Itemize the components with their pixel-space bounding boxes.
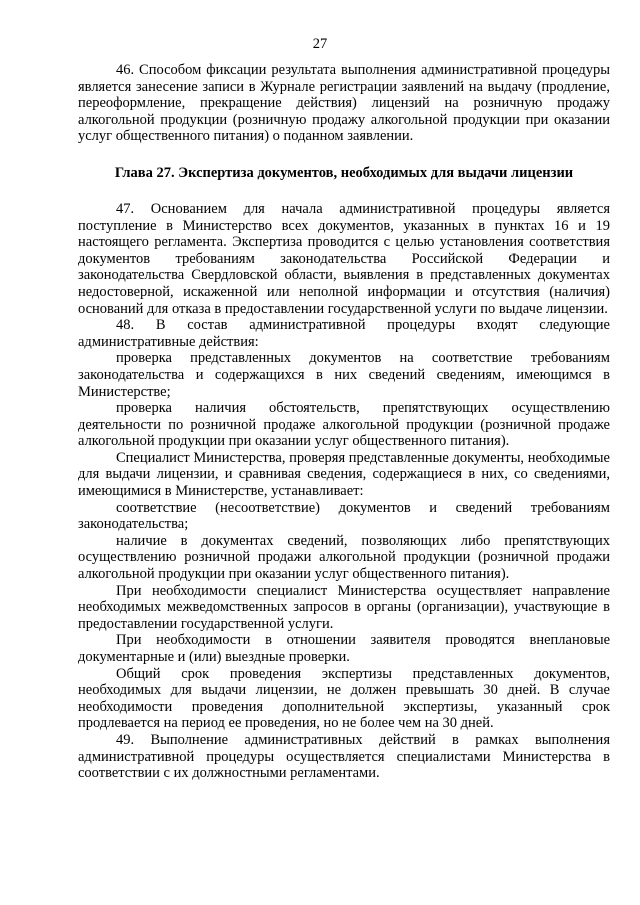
paragraph-49: 49. Выполнение административных действий в рамках выполнения административной процедуры осуществляется специалистами Министерства в соответствии с их должностными регламентами. <box>78 731 610 782</box>
paragraph-48: 48. В состав административной процедуры входят следующие административные действия: <box>78 317 610 350</box>
paragraph-check-circumstances: проверка наличия обстоятельств, препятствующих осуществлению деятельности по розничной продаже алкогольной продукции (розничной продаже алкогольной продукции при оказании услуг общественного питания). <box>78 400 610 450</box>
paragraph-term: Общий срок проведения экспертизы представленных документов, необходимых для выдачи лицензии, не должен превышать 30 дней. В случае необходимости проведения дополнительной экспертизы, указанный срок продлевается на период ее проведения, но не более чем на 30 дней. <box>78 665 610 732</box>
chapter-heading: Глава 27. Экспертиза документов, необходимых для выдачи лицензии <box>114 164 574 181</box>
paragraph-inspections: При необходимости в отношении заявителя проводятся внеплановые документарные и (или) выездные проверки. <box>78 632 610 665</box>
paragraph-presence: наличие в документах сведений, позволяющих либо препятствующих осуществлению розничной продажи алкогольной продукции (розничной продажи алкогольной продукции при оказании услуг общественного питания). <box>78 532 610 583</box>
paragraph-46: 46. Способом фиксации результата выполнения административной процедуры является занесение записи в Журнале регистрации заявлений на выдачу (продление, переоформление, прекращение действия) лицензий на розничную продажу алкогольной продукции (розничную продажу алкогольной продукции при оказании услуг общественного питания) о поданном заявлении. <box>78 62 610 145</box>
paragraph-specialist: Специалист Министерства, проверяя представленные документы, необходимые для выдачи лицензии, и сравнивая сведения, содержащиеся в них, со сведениями, имеющимися в Министерстве, устанавливает: <box>78 449 610 500</box>
paragraph-check-documents: проверка представленных документов на соответствие требованиям законодательства и содержащихся в них сведений сведениям, имеющимся в Министерстве; <box>78 350 610 400</box>
document-body <box>78 62 610 782</box>
page-number: 27 <box>312 36 328 52</box>
paragraph-47: 47. Основанием для начала административной процедуры является поступление в Министерство всех документов, указанных в пунктах 16 и 19 настоящего регламента. Экспертиза проводится с целью установления соответствия документов требованиям законодательства Российской Федерации и законодательства Свердловской области, выявления в представленных документах недостоверной, искаженной или неполной информации и отсутствия (наличия) оснований для отказа в предоставлении государственной услуги по выдаче лицензии. <box>78 200 610 317</box>
paragraph-compliance: соответствие (несоответствие) документов и сведений требованиям законодательства; <box>78 499 610 533</box>
paragraph-interagency-requests: При необходимости специалист Министерства осуществляет направление необходимых межведомственных запросов в органы (организации), участвующие в предоставлении государственной услуги. <box>78 582 610 632</box>
